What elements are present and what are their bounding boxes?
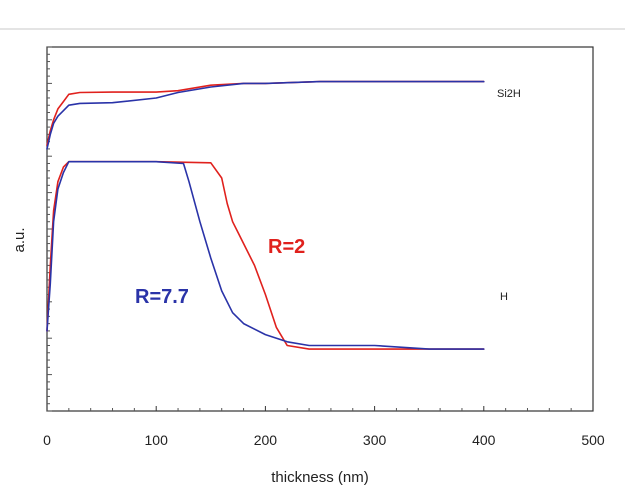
- end-label-si2h: Si2H: [497, 88, 521, 100]
- series-line-si2h-0: [47, 82, 484, 146]
- series-lines: [47, 82, 484, 350]
- x-tick-label: 200: [253, 432, 278, 448]
- x-tick-label: 300: [362, 432, 387, 448]
- end-label-h: H: [500, 291, 508, 303]
- x-tick-label: 0: [43, 432, 51, 448]
- series-line-h-2: [47, 162, 484, 349]
- x-axis-title: thickness (nm): [271, 469, 369, 486]
- y-axis-minor-ticks: [47, 47, 52, 411]
- annotation-r7-7: R=7.7: [135, 286, 189, 308]
- annotation-r2: R=2: [268, 236, 306, 258]
- x-tick-label: 100: [144, 432, 168, 448]
- series-line-h-3: [47, 162, 484, 349]
- x-tick-label: 400: [472, 432, 496, 448]
- x-tick-label: 500: [581, 432, 605, 448]
- x-axis-ticks: [47, 406, 593, 411]
- x-tick-labels: [43, 432, 605, 448]
- y-axis-title: a.u.: [11, 227, 28, 253]
